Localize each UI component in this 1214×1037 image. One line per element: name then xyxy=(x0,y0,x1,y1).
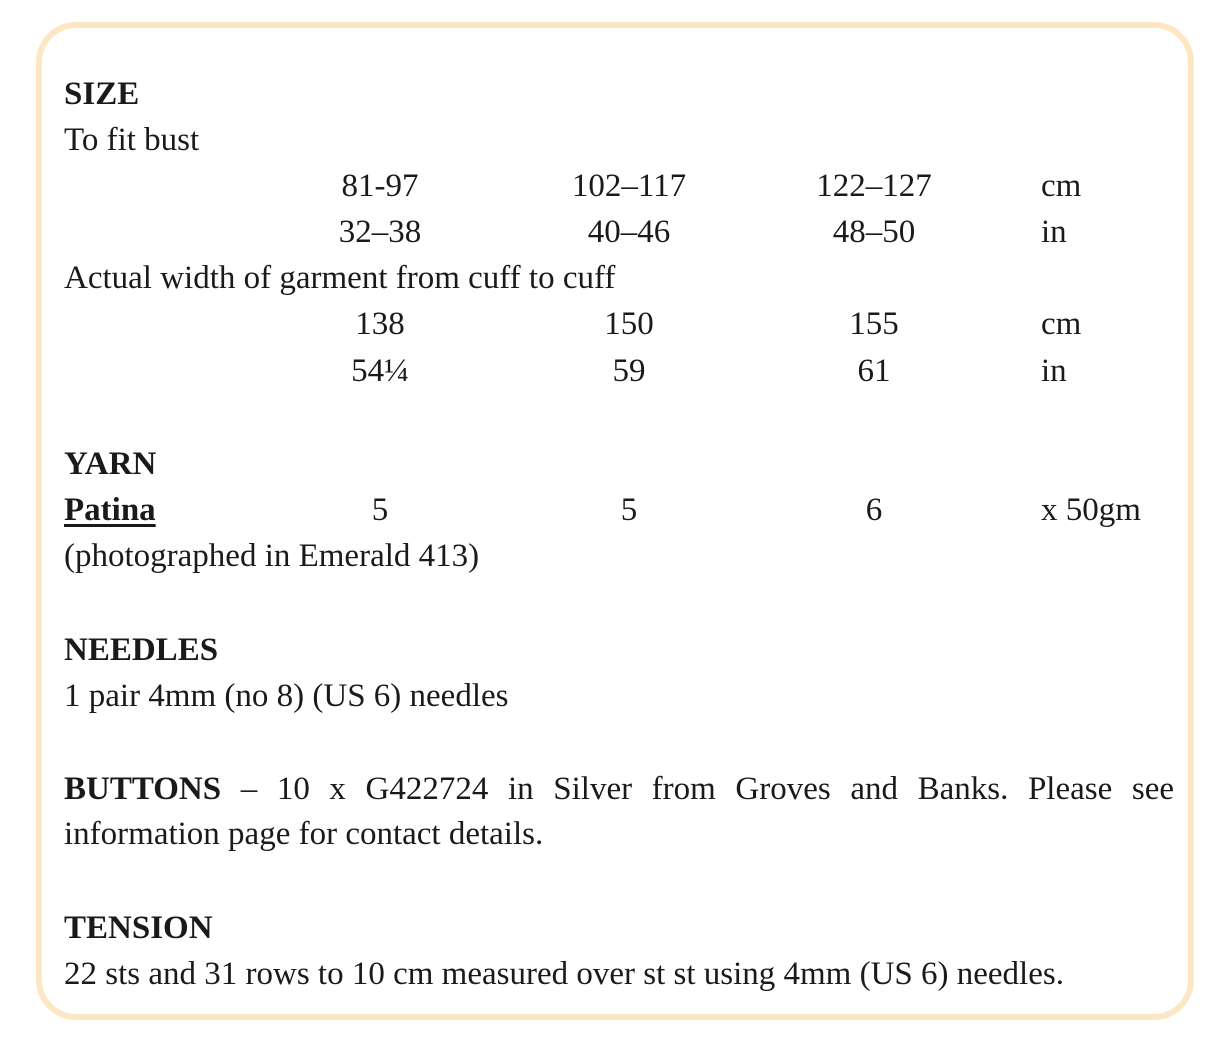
bust-cm-size-3: 122–127 xyxy=(816,168,932,204)
buttons-text: – 10 x G422724 in Silver from Groves and Banks. Please see information page for contact details. xyxy=(64,771,1174,852)
size-heading: SIZE xyxy=(64,76,140,112)
bust-in-size-1: 32–38 xyxy=(338,214,422,250)
width-cm-size-3: 155 xyxy=(849,306,899,342)
buttons-paragraph xyxy=(64,767,1174,857)
yarn-unit: x 50gm xyxy=(1041,492,1141,528)
needles-text: 1 pair 4mm (no 8) (US 6) needles xyxy=(64,678,509,714)
width-cm-size-1: 138 xyxy=(355,306,405,342)
width-in-size-3: 61 xyxy=(857,353,891,389)
bust-in-size-2: 40–46 xyxy=(587,214,671,250)
yarn-qty-size-1: 5 xyxy=(371,492,389,528)
yarn-qty-size-2: 5 xyxy=(620,492,638,528)
tension-text: 22 sts and 31 rows to 10 cm measured over st st using 4mm (US 6) needles. xyxy=(64,956,1064,992)
width-in-size-2: 59 xyxy=(612,353,646,389)
bust-in-size-3: 48–50 xyxy=(832,214,916,250)
width-cm-unit: cm xyxy=(1041,306,1082,342)
bust-in-unit: in xyxy=(1041,214,1067,250)
width-cm-size-2: 150 xyxy=(604,306,654,342)
tension-heading: TENSION xyxy=(64,910,213,946)
yarn-heading: YARN xyxy=(64,446,157,482)
needles-heading: NEEDLES xyxy=(64,632,219,668)
to-fit-bust-label: To fit bust xyxy=(64,122,200,158)
buttons-heading: BUTTONS xyxy=(64,771,222,807)
bust-cm-size-1: 81-97 xyxy=(341,168,419,204)
yarn-note: (photographed in Emerald 413) xyxy=(64,538,480,574)
yarn-name-link[interactable]: Patina xyxy=(64,492,156,528)
actual-width-label: Actual width of garment from cuff to cuff xyxy=(64,260,616,296)
bust-cm-size-2: 102–117 xyxy=(571,168,687,204)
width-in-size-1: 54¼ xyxy=(351,353,409,389)
yarn-qty-size-3: 6 xyxy=(865,492,883,528)
width-in-unit: in xyxy=(1041,353,1067,389)
bust-cm-unit: cm xyxy=(1041,168,1082,204)
